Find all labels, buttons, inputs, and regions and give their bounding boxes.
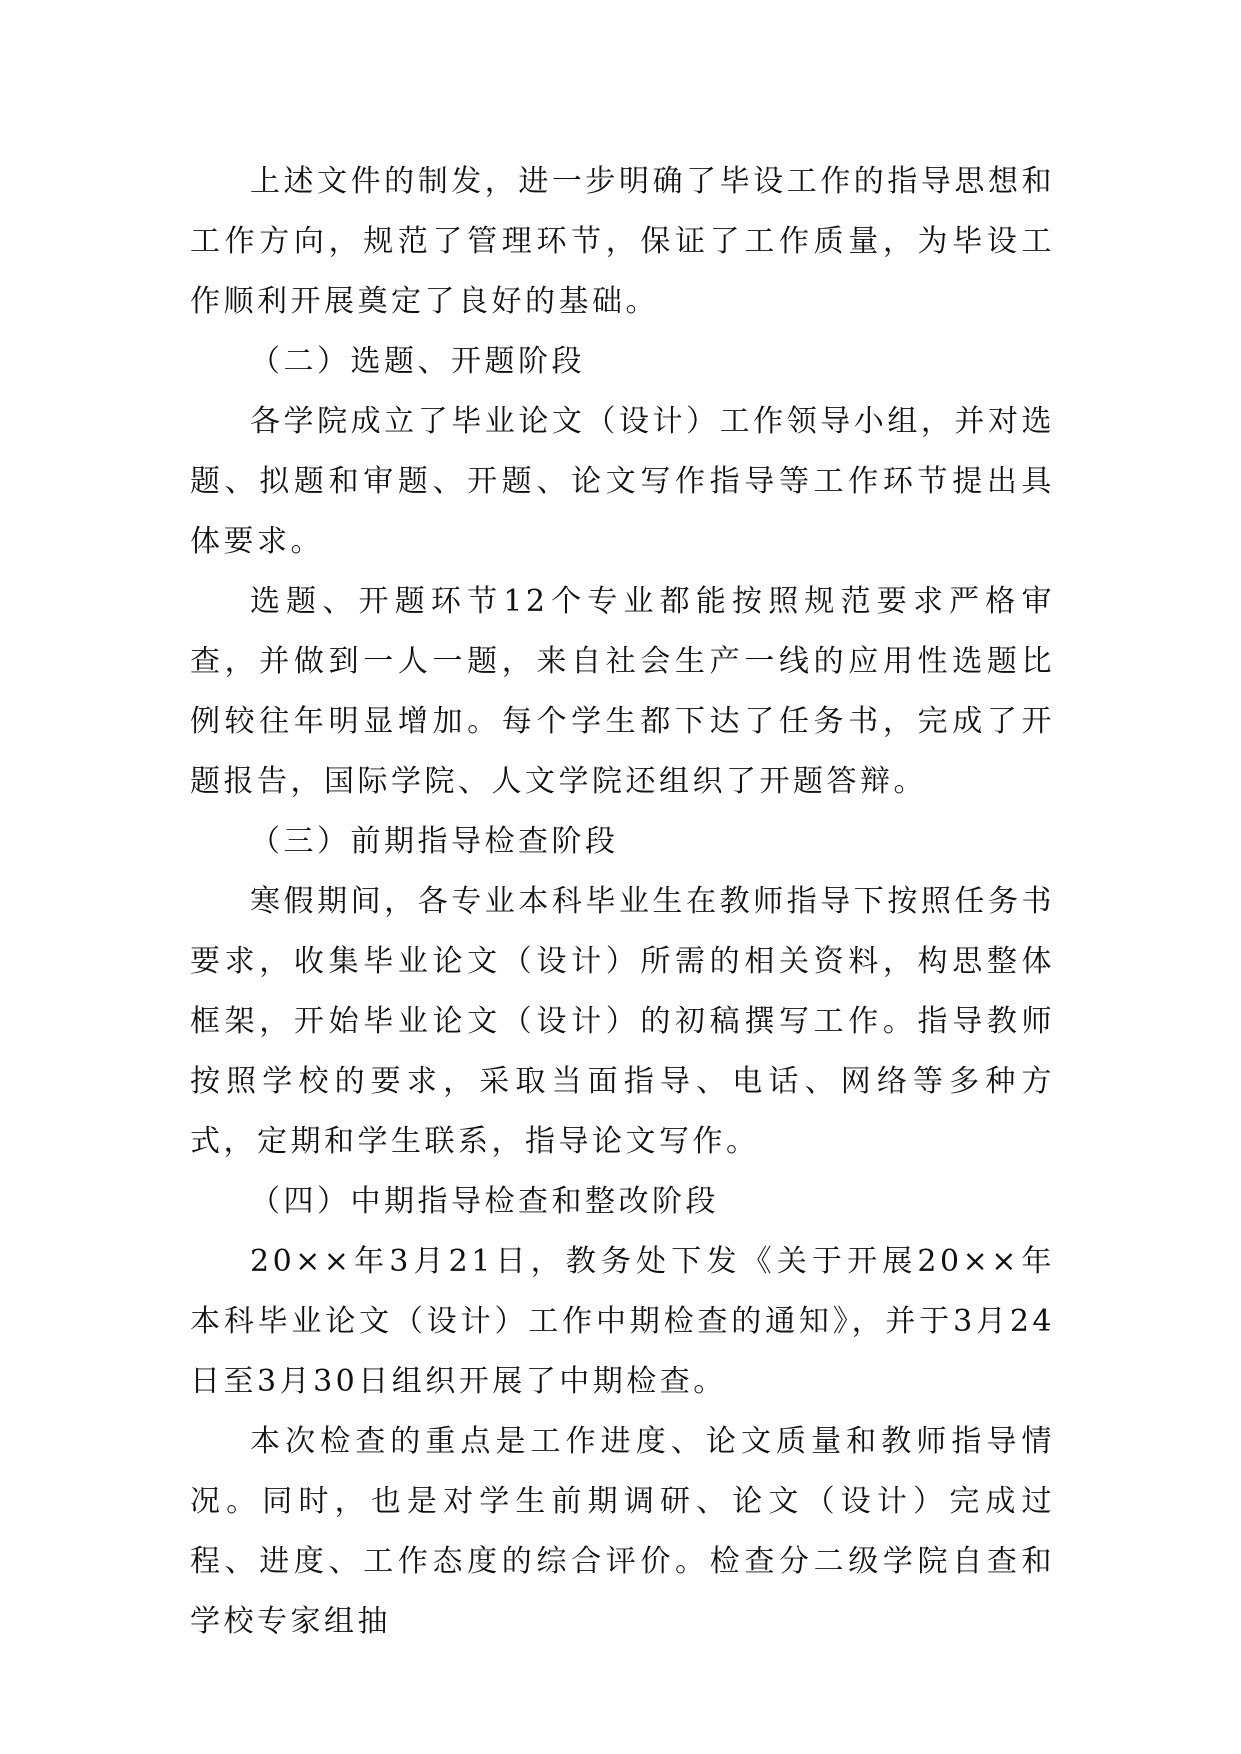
paragraph: 本次检查的重点是工作进度、论文质量和教师指导情况。同时，也是对学生前期调研、论文（设计）完成过程、进度、工作态度的综合评价。检查分二级学院自查和学校专家组抽 xyxy=(190,1424,1055,1639)
paragraph: 各学院成立了毕业论文（设计）工作领导小组，并对选题、拟题和审题、开题、论文写作指导等工作环节提出具体要求。 xyxy=(190,404,1055,559)
section-heading: （二）选题、开题阶段 xyxy=(250,344,585,379)
paragraph: 选题、开题环节12个专业都能按照规范要求严格审查，并做到一人一题，来自社会生产一线的应用性选题比例较往年明显增加。每个学生都下达了任务书，完成了开题报告，国际学院、人文学院还组织了开题答辩。 xyxy=(190,584,1055,799)
section-heading: （三）前期指导检查阶段 xyxy=(250,824,619,859)
paragraph: 寒假期间，各专业本科毕业生在教师指导下按照任务书要求，收集毕业论文（设计）所需的相关资料，构思整体框架，开始毕业论文（设计）的初稿撰写工作。指导教师按照学校的要求，采取当面指导、电话、网络等多种方式，定期和学生联系，指导论文写作。 xyxy=(190,884,1055,1159)
document-body xyxy=(190,152,1055,1652)
section-heading: （四）中期指导检查和整改阶段 xyxy=(250,1184,719,1219)
paragraph: 20××年3月21日，教务处下发《关于开展20××年本科毕业论文（设计）工作中期检查的通知》，并于3月24日至3月30日组织开展了中期检查。 xyxy=(190,1244,1055,1399)
paragraph: 上述文件的制发，进一步明确了毕设工作的指导思想和工作方向，规范了管理环节，保证了工作质量，为毕设工作顺利开展奠定了良好的基础。 xyxy=(190,164,1055,319)
